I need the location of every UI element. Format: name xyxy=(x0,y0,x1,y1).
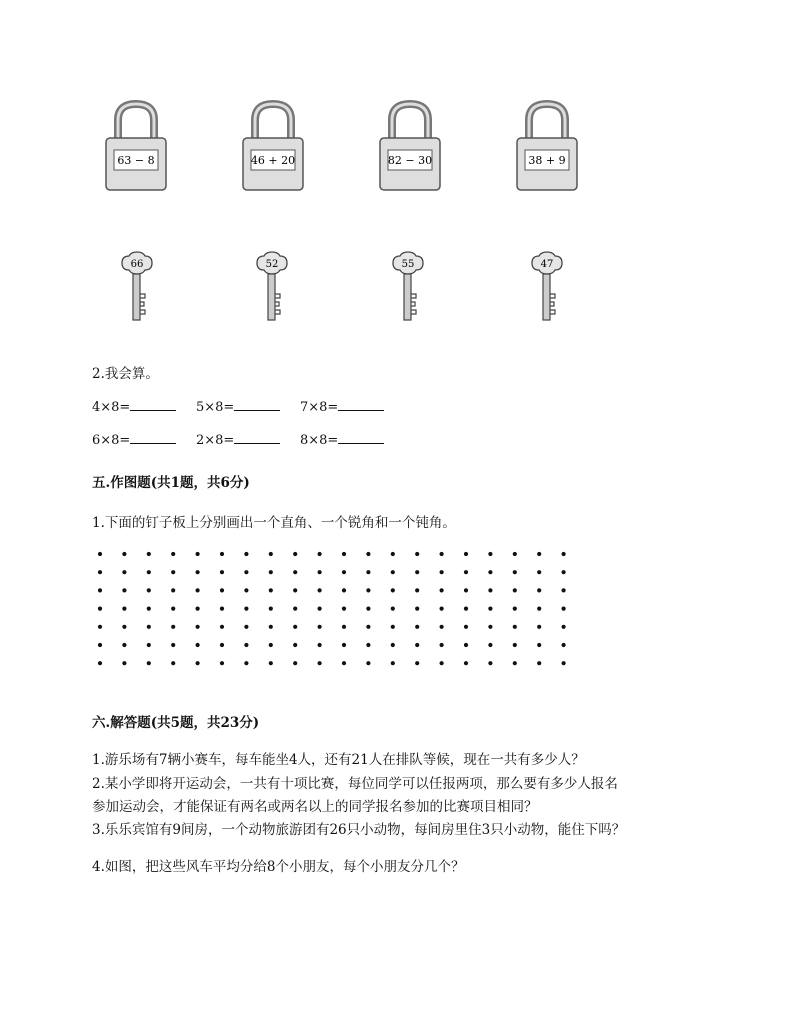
key-2 xyxy=(252,250,292,322)
nail-dot[interactable] xyxy=(391,588,395,592)
nail-dot[interactable] xyxy=(318,643,322,647)
nail-dot[interactable] xyxy=(513,552,517,556)
padlock-4 xyxy=(515,100,579,192)
nail-dot[interactable] xyxy=(464,643,468,647)
section-6-question-3: 3.乐乐宾馆有9间房，一个动物旅游团有26只小动物，每间房里住3只小动物，能住下吗？ xyxy=(92,822,626,838)
nail-dot[interactable] xyxy=(488,607,492,611)
nail-dot[interactable] xyxy=(318,607,322,611)
calc-expression: 6×8= xyxy=(92,433,131,448)
nail-dot[interactable] xyxy=(98,661,102,665)
nail-dot[interactable] xyxy=(440,552,444,556)
section-6-question-4: 4.如图，把这些风车平均分给8个小朋友，每个小朋友分几个？ xyxy=(92,859,465,875)
nail-dot[interactable] xyxy=(415,570,419,574)
nail-dot[interactable] xyxy=(488,625,492,629)
nail-dot[interactable] xyxy=(171,570,175,574)
nail-dot[interactable] xyxy=(269,607,273,611)
nail-dot[interactable] xyxy=(122,570,126,574)
nail-dot[interactable] xyxy=(244,588,248,592)
nail-dot[interactable] xyxy=(537,643,541,647)
nail-dot[interactable] xyxy=(293,643,297,647)
nail-dot[interactable] xyxy=(562,643,566,647)
nail-dot[interactable] xyxy=(366,661,370,665)
q2-title: 2.我会算。 xyxy=(92,366,159,382)
nail-dot[interactable] xyxy=(171,588,175,592)
nail-dot[interactable] xyxy=(366,570,370,574)
lock-expression: 63 − 8 xyxy=(117,154,155,167)
calc-item xyxy=(300,398,384,415)
nail-dot[interactable] xyxy=(98,570,102,574)
nail-dot[interactable] xyxy=(147,588,151,592)
nail-dot[interactable] xyxy=(488,643,492,647)
nail-dot[interactable] xyxy=(366,552,370,556)
nail-dot[interactable] xyxy=(415,552,419,556)
nail-dot[interactable] xyxy=(415,607,419,611)
calc-item xyxy=(92,431,176,448)
nail-dot[interactable] xyxy=(391,570,395,574)
section-5-title: 五.作图题(共1题，共6分) xyxy=(92,475,250,491)
key-value: 47 xyxy=(540,259,554,270)
calc-item xyxy=(92,398,176,415)
nail-dot[interactable] xyxy=(269,661,273,665)
calc-expression: 4×8= xyxy=(92,400,131,415)
padlock-1 xyxy=(104,100,168,192)
nail-dot[interactable] xyxy=(440,625,444,629)
nail-dot[interactable] xyxy=(440,643,444,647)
nail-dot[interactable] xyxy=(98,625,102,629)
nail-dot[interactable] xyxy=(122,588,126,592)
nail-dot[interactable] xyxy=(122,552,126,556)
nail-dot[interactable] xyxy=(513,588,517,592)
calc-expression: 2×8= xyxy=(196,433,235,448)
nail-dot[interactable] xyxy=(342,607,346,611)
nail-dot[interactable] xyxy=(147,607,151,611)
nail-dot[interactable] xyxy=(220,552,224,556)
nail-dot[interactable] xyxy=(537,570,541,574)
nail-dot[interactable] xyxy=(147,552,151,556)
answer-blank[interactable] xyxy=(234,398,280,411)
nail-dot[interactable] xyxy=(293,661,297,665)
nail-dot[interactable] xyxy=(391,552,395,556)
nail-dot[interactable] xyxy=(244,607,248,611)
nail-dot[interactable] xyxy=(147,625,151,629)
nail-dot[interactable] xyxy=(318,570,322,574)
nail-dot[interactable] xyxy=(366,625,370,629)
nail-dot[interactable] xyxy=(244,570,248,574)
nail-dot[interactable] xyxy=(147,643,151,647)
nail-dot[interactable] xyxy=(440,570,444,574)
nail-dot[interactable] xyxy=(464,607,468,611)
key-value: 52 xyxy=(265,259,279,270)
nail-dot[interactable] xyxy=(293,588,297,592)
nail-dot[interactable] xyxy=(415,643,419,647)
nail-dot[interactable] xyxy=(440,588,444,592)
lock-expression: 46 + 20 xyxy=(250,154,296,167)
nail-dot[interactable] xyxy=(293,625,297,629)
section-6-title: 六.解答题(共5题，共23分) xyxy=(92,715,260,731)
key-1 xyxy=(117,250,157,322)
padlock-2 xyxy=(241,100,305,192)
nail-dot[interactable] xyxy=(464,552,468,556)
nail-dot[interactable] xyxy=(513,570,517,574)
nail-dot[interactable] xyxy=(464,661,468,665)
nail-dot[interactable] xyxy=(196,570,200,574)
nail-dot[interactable] xyxy=(342,552,346,556)
nail-dot[interactable] xyxy=(488,570,492,574)
nail-dot[interactable] xyxy=(220,661,224,665)
padlock-3 xyxy=(378,100,442,192)
nail-dot[interactable] xyxy=(196,661,200,665)
nail-dot[interactable] xyxy=(244,625,248,629)
nail-dot[interactable] xyxy=(391,661,395,665)
answer-blank[interactable] xyxy=(130,431,176,444)
nail-dot[interactable] xyxy=(440,607,444,611)
nail-dot[interactable] xyxy=(244,643,248,647)
nail-dot[interactable] xyxy=(391,607,395,611)
nail-dot[interactable] xyxy=(220,588,224,592)
nail-dot[interactable] xyxy=(98,588,102,592)
nail-dot[interactable] xyxy=(318,588,322,592)
nail-dot[interactable] xyxy=(196,607,200,611)
nail-dot[interactable] xyxy=(415,588,419,592)
nail-dot[interactable] xyxy=(513,643,517,647)
nail-dot[interactable] xyxy=(293,570,297,574)
calc-expression: 5×8= xyxy=(196,400,235,415)
section-5-question-1: 1.下面的钉子板上分别画出一个直角、一个锐角和一个钝角。 xyxy=(92,515,456,531)
nail-dot[interactable] xyxy=(122,643,126,647)
calc-expression: 8×8= xyxy=(300,433,339,448)
nail-dot[interactable] xyxy=(196,588,200,592)
nail-dot[interactable] xyxy=(171,625,175,629)
nail-dot[interactable] xyxy=(293,552,297,556)
nail-board[interactable] xyxy=(92,548,582,670)
calc-item xyxy=(300,431,384,448)
nail-dot[interactable] xyxy=(171,552,175,556)
nail-dot[interactable] xyxy=(220,625,224,629)
nail-dot[interactable] xyxy=(440,661,444,665)
nail-dot[interactable] xyxy=(342,570,346,574)
nail-dot[interactable] xyxy=(562,552,566,556)
answer-blank[interactable] xyxy=(338,398,384,411)
nail-dot[interactable] xyxy=(171,661,175,665)
nail-dot[interactable] xyxy=(562,661,566,665)
nail-dot[interactable] xyxy=(513,625,517,629)
nail-dot[interactable] xyxy=(342,625,346,629)
nail-dot[interactable] xyxy=(318,552,322,556)
nail-dot[interactable] xyxy=(269,625,273,629)
nail-dot[interactable] xyxy=(366,643,370,647)
nail-dot[interactable] xyxy=(98,552,102,556)
nail-dot[interactable] xyxy=(562,625,566,629)
nail-dot[interactable] xyxy=(537,661,541,665)
section-6-question-2-line-1: 2.某小学即将开运动会，一共有十项比赛，每位同学可以任报两项，那么要有多少人报名 xyxy=(92,776,618,792)
answer-blank[interactable] xyxy=(234,431,280,444)
nail-dot[interactable] xyxy=(415,625,419,629)
key-3 xyxy=(388,250,428,322)
section-6-question-2-line-2: 参加运动会，才能保证有两名或两名以上的同学报名参加的比赛项目相同？ xyxy=(92,799,538,815)
nail-dot[interactable] xyxy=(269,588,273,592)
key-value: 55 xyxy=(401,259,415,270)
nail-dot[interactable] xyxy=(196,625,200,629)
nail-dot[interactable] xyxy=(464,625,468,629)
nail-dot[interactable] xyxy=(171,643,175,647)
nail-dot[interactable] xyxy=(464,570,468,574)
nail-dot[interactable] xyxy=(488,552,492,556)
nail-dot[interactable] xyxy=(562,570,566,574)
nail-dot[interactable] xyxy=(464,588,468,592)
lock-expression: 82 − 30 xyxy=(387,154,433,167)
calc-item xyxy=(196,398,280,415)
nail-dot[interactable] xyxy=(366,607,370,611)
nail-dot[interactable] xyxy=(318,661,322,665)
nail-dot[interactable] xyxy=(147,570,151,574)
nail-dot[interactable] xyxy=(537,625,541,629)
nail-dot[interactable] xyxy=(513,661,517,665)
nail-dot[interactable] xyxy=(366,588,370,592)
lock-expression: 38 + 9 xyxy=(528,154,566,167)
nail-dot[interactable] xyxy=(147,661,151,665)
nail-dot[interactable] xyxy=(122,607,126,611)
key-value: 66 xyxy=(130,259,144,270)
nail-dot[interactable] xyxy=(342,588,346,592)
calc-expression: 7×8= xyxy=(300,400,339,415)
nail-dot[interactable] xyxy=(269,552,273,556)
nail-dot[interactable] xyxy=(220,570,224,574)
nail-dot[interactable] xyxy=(269,643,273,647)
nail-dot[interactable] xyxy=(244,552,248,556)
nail-dot[interactable] xyxy=(537,552,541,556)
nail-dot[interactable] xyxy=(513,607,517,611)
answer-blank[interactable] xyxy=(338,431,384,444)
nail-dot[interactable] xyxy=(488,588,492,592)
nail-dot[interactable] xyxy=(415,661,419,665)
nail-dot[interactable] xyxy=(537,607,541,611)
nail-dot[interactable] xyxy=(171,607,175,611)
nail-dot[interactable] xyxy=(98,607,102,611)
nail-dot[interactable] xyxy=(122,661,126,665)
nail-dot[interactable] xyxy=(220,607,224,611)
nail-dot[interactable] xyxy=(562,588,566,592)
nail-dot[interactable] xyxy=(269,570,273,574)
nail-dot[interactable] xyxy=(122,625,126,629)
nail-dot[interactable] xyxy=(244,661,248,665)
nail-dot[interactable] xyxy=(537,588,541,592)
nail-dot[interactable] xyxy=(220,643,224,647)
nail-dot[interactable] xyxy=(488,661,492,665)
nail-dot[interactable] xyxy=(318,625,322,629)
section-6-question-1: 1.游乐场有7辆小赛车，每车能坐4人，还有21人在排队等候，现在一共有多少人？ xyxy=(92,752,585,768)
key-4 xyxy=(527,250,567,322)
nail-dot[interactable] xyxy=(342,643,346,647)
calc-item xyxy=(196,431,280,448)
nail-dot[interactable] xyxy=(342,661,346,665)
nail-dot[interactable] xyxy=(196,643,200,647)
nail-dot[interactable] xyxy=(391,625,395,629)
answer-blank[interactable] xyxy=(130,398,176,411)
nail-dot[interactable] xyxy=(391,643,395,647)
nail-dot[interactable] xyxy=(98,643,102,647)
nail-dot[interactable] xyxy=(293,607,297,611)
nail-dot[interactable] xyxy=(196,552,200,556)
nail-dot[interactable] xyxy=(562,607,566,611)
